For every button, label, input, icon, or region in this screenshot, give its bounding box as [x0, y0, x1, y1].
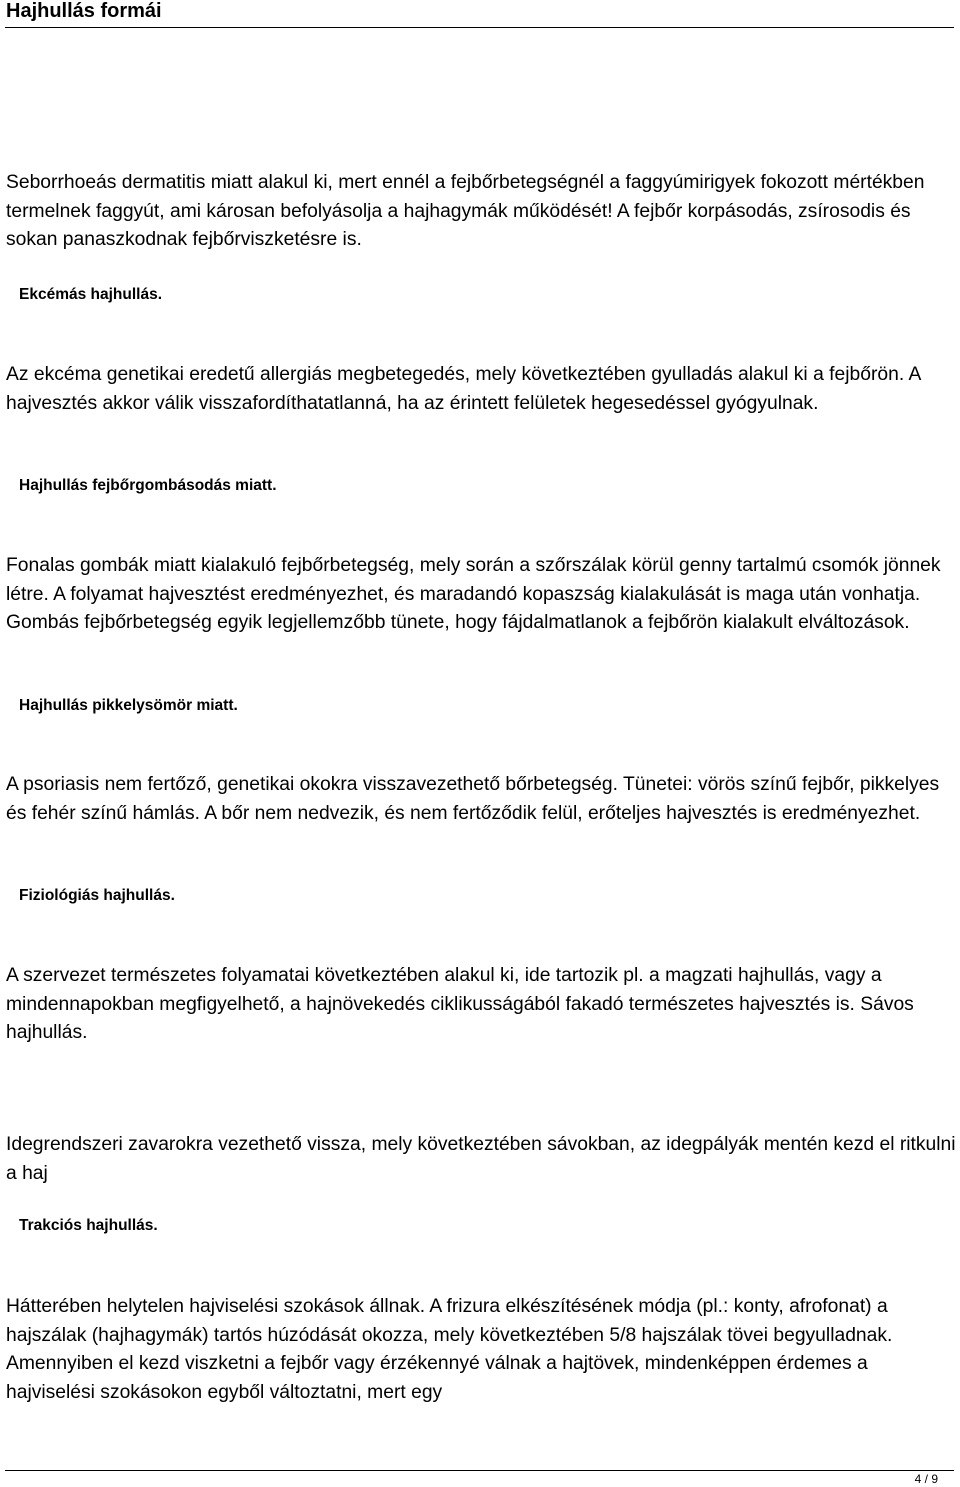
paragraph-traction: Hátterében helytelen hajviselési szokások állnak. A frizura elkészítésének módja (pl.: konty, afrofonat) a hajszálak (hajhagymák) tartós húzódását okozza, mely következtében 5/8 hajszálak tövei begyulladnak. Amennyiben el kezd viszketni a fejbőr vagy érzékennyé válnak a hajtövek, mindenképpen érdemes a hajviselési szokásokon egyből változtatni, mert egy: [6, 1296, 893, 1403]
paragraph-eczema: Az ekcéma genetikai eredetű allergiás megbetegedés, mely következtében gyulladás alakul ki a fejbőrön. A hajvesztés akkor válik visszafordíthatatlanná, ha az érintett felületek hegesedéssel gyógyulnak.: [6, 364, 921, 414]
footer-divider: [5, 1470, 954, 1471]
paragraph-fungal: Fonalas gombák miatt kialakuló fejbőrbetegség, mely során a szőrszálak körül genny tartalmú csomók jönnek létre. A folyamat hajvesztést eredményezhet, és maradandó kopaszság kialakulását is maga után vonhatja. Gombás fejbőrbetegség egyik legjellemzőbb tünete, hogy fájdalmatlanok a fejbőrön kialakult elváltozások.: [6, 555, 941, 633]
heading-fungal: Hajhullás fejbőrgombásodás miatt.: [19, 477, 277, 494]
paragraph-nervous: Idegrendszeri zavarokra vezethető vissza, mely következtében sávokban, az idegpályák mentén kezd el ritkulni a haj: [6, 1134, 956, 1184]
heading-traction: Trakciós hajhullás.: [19, 1217, 158, 1234]
paragraph-physiological: A szervezet természetes folyamatai következtében alakul ki, ide tartozik pl. a magzati hajhullás, vagy a mindennapokban megfigyelhető, a hajnövekedés ciklikusságából fakadó természetes hajvesztés is. Sávos hajhullás.: [6, 965, 914, 1043]
page-title: Hajhullás formái: [6, 0, 162, 22]
title-divider: [5, 27, 954, 28]
heading-physiological: Fiziológiás hajhullás.: [19, 887, 175, 904]
paragraph-psoriasis: A psoriasis nem fertőző, genetikai okokra visszavezethető bőrbetegség. Tünetei: vörös színű fejbőr, pikkelyes és fehér színű hámlás. A bőr nem nedvezik, és nem fertőződik felül, erőteljes hajvesztés is eredményezhet.: [6, 774, 940, 824]
heading-psoriasis: Hajhullás pikkelysömör miatt.: [19, 697, 238, 714]
heading-eczema: Ekcémás hajhullás.: [19, 286, 163, 303]
page-number: 4 / 9: [914, 1472, 938, 1486]
paragraph-seborrhoea: Seborrhoeás dermatitis miatt alakul ki, mert ennél a fejbőrbetegségnél a faggyúmirigyek fokozott mértékben termelnek faggyút, ami károsan befolyásolja a hajhagymák működését! A fejbőr korpásodás, zsírosodis és sokan panaszkodnak fejbőrviszketésre is.: [6, 172, 925, 250]
